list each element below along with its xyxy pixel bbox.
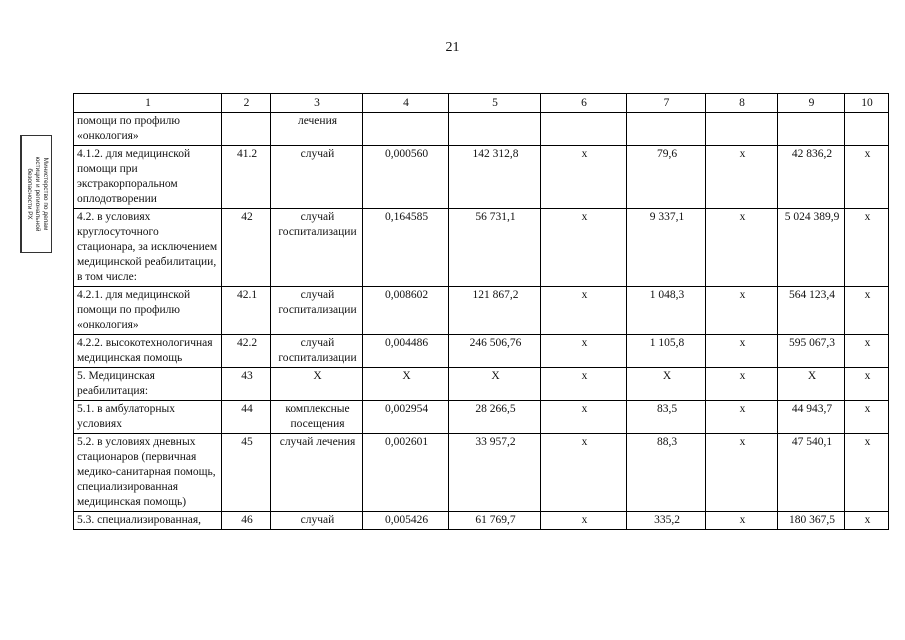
table-cell: х	[706, 434, 778, 512]
table-cell: х	[541, 209, 627, 287]
row-description: 4.2. в условиях круглосуточного стационара, за исключением медицинской реабилитации, в том числе:	[74, 209, 222, 287]
table-cell: 335,2	[627, 512, 706, 530]
table-cell: Х	[271, 368, 363, 401]
table-cell: х	[706, 209, 778, 287]
table-row	[74, 209, 889, 287]
table-row	[74, 287, 889, 335]
table-cell: х	[541, 146, 627, 209]
table-cell: 61 769,7	[449, 512, 541, 530]
table-row	[74, 401, 889, 434]
table-cell: случай	[271, 512, 363, 530]
table-cell	[706, 113, 778, 146]
table-cell	[363, 113, 449, 146]
table-cell: 1 105,8	[627, 335, 706, 368]
table-cell: 0,004486	[363, 335, 449, 368]
table-cell: 41.2	[222, 146, 271, 209]
table-cell: 5 024 389,9	[778, 209, 845, 287]
table-cell: 0,005426	[363, 512, 449, 530]
table-cell: х	[706, 512, 778, 530]
row-description: 4.2.1. для медицинской помощи по профилю «онкология»	[74, 287, 222, 335]
table-cell: 42 836,2	[778, 146, 845, 209]
row-description: 4.1.2. для медицинской помощи при экстракорпоральном оплодотворении	[74, 146, 222, 209]
table-cell: х	[706, 146, 778, 209]
table-row	[74, 368, 889, 401]
column-header: 6	[541, 94, 627, 113]
table-cell: 79,6	[627, 146, 706, 209]
column-header: 1	[74, 94, 222, 113]
table-cell: х	[541, 512, 627, 530]
table-cell: х	[845, 287, 889, 335]
table-body	[74, 113, 889, 530]
table-cell: х	[706, 335, 778, 368]
table-cell	[627, 113, 706, 146]
table-cell	[541, 113, 627, 146]
stamp-line: Министерство по делам	[41, 157, 49, 231]
table-cell: х	[706, 401, 778, 434]
table-cell: 28 266,5	[449, 401, 541, 434]
table-cell: х	[541, 401, 627, 434]
column-header: 8	[706, 94, 778, 113]
table-row	[74, 434, 889, 512]
column-header: 5	[449, 94, 541, 113]
table-cell: х	[845, 335, 889, 368]
table-cell: 42.1	[222, 287, 271, 335]
table-cell	[845, 113, 889, 146]
table-cell: случай лечения	[271, 434, 363, 512]
column-header: 3	[271, 94, 363, 113]
table-cell	[449, 113, 541, 146]
table-cell: случай	[271, 146, 363, 209]
row-description: 5.3. специализированная,	[74, 512, 222, 530]
column-header: 4	[363, 94, 449, 113]
table-row	[74, 113, 889, 146]
table-cell: х	[845, 434, 889, 512]
row-description: 5.2. в условиях дневных стационаров (первичная медико-санитарная помощь, специализированная медицинская помощь)	[74, 434, 222, 512]
table-cell: х	[845, 368, 889, 401]
table-row	[74, 512, 889, 530]
table-cell: х	[845, 146, 889, 209]
table-cell: случай госпитализации	[271, 209, 363, 287]
stamp-line: безопасности РХ	[25, 168, 33, 220]
table-row	[74, 146, 889, 209]
table-cell: 564 123,4	[778, 287, 845, 335]
table-cell: 1 048,3	[627, 287, 706, 335]
table-cell: х	[845, 512, 889, 530]
row-description: 5.1. в амбулаторных условиях	[74, 401, 222, 434]
table-cell: 42.2	[222, 335, 271, 368]
page-number: 21	[445, 40, 460, 55]
table-cell	[778, 113, 845, 146]
table-cell: 0,000560	[363, 146, 449, 209]
stamp-text	[25, 136, 49, 252]
table-cell: 45	[222, 434, 271, 512]
table-cell: 43	[222, 368, 271, 401]
table-cell: Х	[778, 368, 845, 401]
ministry-stamp	[20, 135, 52, 253]
table-cell: лечения	[271, 113, 363, 146]
column-header: 10	[845, 94, 889, 113]
table-cell	[222, 113, 271, 146]
column-header: 7	[627, 94, 706, 113]
data-table	[73, 93, 889, 530]
table-cell: х	[541, 335, 627, 368]
column-header: 9	[778, 94, 845, 113]
table-row	[74, 335, 889, 368]
column-header: 2	[222, 94, 271, 113]
table-cell: 0,008602	[363, 287, 449, 335]
table-cell: 56 731,1	[449, 209, 541, 287]
row-description: помощи по профилю «онкология»	[74, 113, 222, 146]
table-cell: 0,002954	[363, 401, 449, 434]
table-cell: х	[706, 287, 778, 335]
table-cell: Х	[627, 368, 706, 401]
table-cell: 44 943,7	[778, 401, 845, 434]
table-cell: 9 337,1	[627, 209, 706, 287]
table-cell: 44	[222, 401, 271, 434]
row-description: 5. Медицинская реабилитация:	[74, 368, 222, 401]
table-cell: комплексные посещения	[271, 401, 363, 434]
table-cell: 46	[222, 512, 271, 530]
row-description: 4.2.2. высокотехнологичная медицинская помощь	[74, 335, 222, 368]
table-cell: 0,002601	[363, 434, 449, 512]
table-cell: случай госпитализации	[271, 287, 363, 335]
table-cell: 142 312,8	[449, 146, 541, 209]
table-cell: х	[845, 401, 889, 434]
header-row	[74, 94, 889, 113]
table-cell: 180 367,5	[778, 512, 845, 530]
table-cell: 47 540,1	[778, 434, 845, 512]
table-cell: 121 867,2	[449, 287, 541, 335]
table-cell: х	[706, 368, 778, 401]
table-cell: х	[845, 209, 889, 287]
table-cell: случай госпитализации	[271, 335, 363, 368]
table-cell: х	[541, 434, 627, 512]
table-cell: 83,5	[627, 401, 706, 434]
table-cell: Х	[449, 368, 541, 401]
stamp-line: юстиции и региональной	[33, 156, 41, 232]
table-cell: х	[541, 287, 627, 335]
table-cell: Х	[363, 368, 449, 401]
table-cell: 88,3	[627, 434, 706, 512]
table-cell: 42	[222, 209, 271, 287]
table-cell: 33 957,2	[449, 434, 541, 512]
table-cell: 246 506,76	[449, 335, 541, 368]
table-cell: х	[541, 368, 627, 401]
table-cell: 0,164585	[363, 209, 449, 287]
page-bottom-margin	[0, 593, 905, 640]
table-cell: 595 067,3	[778, 335, 845, 368]
